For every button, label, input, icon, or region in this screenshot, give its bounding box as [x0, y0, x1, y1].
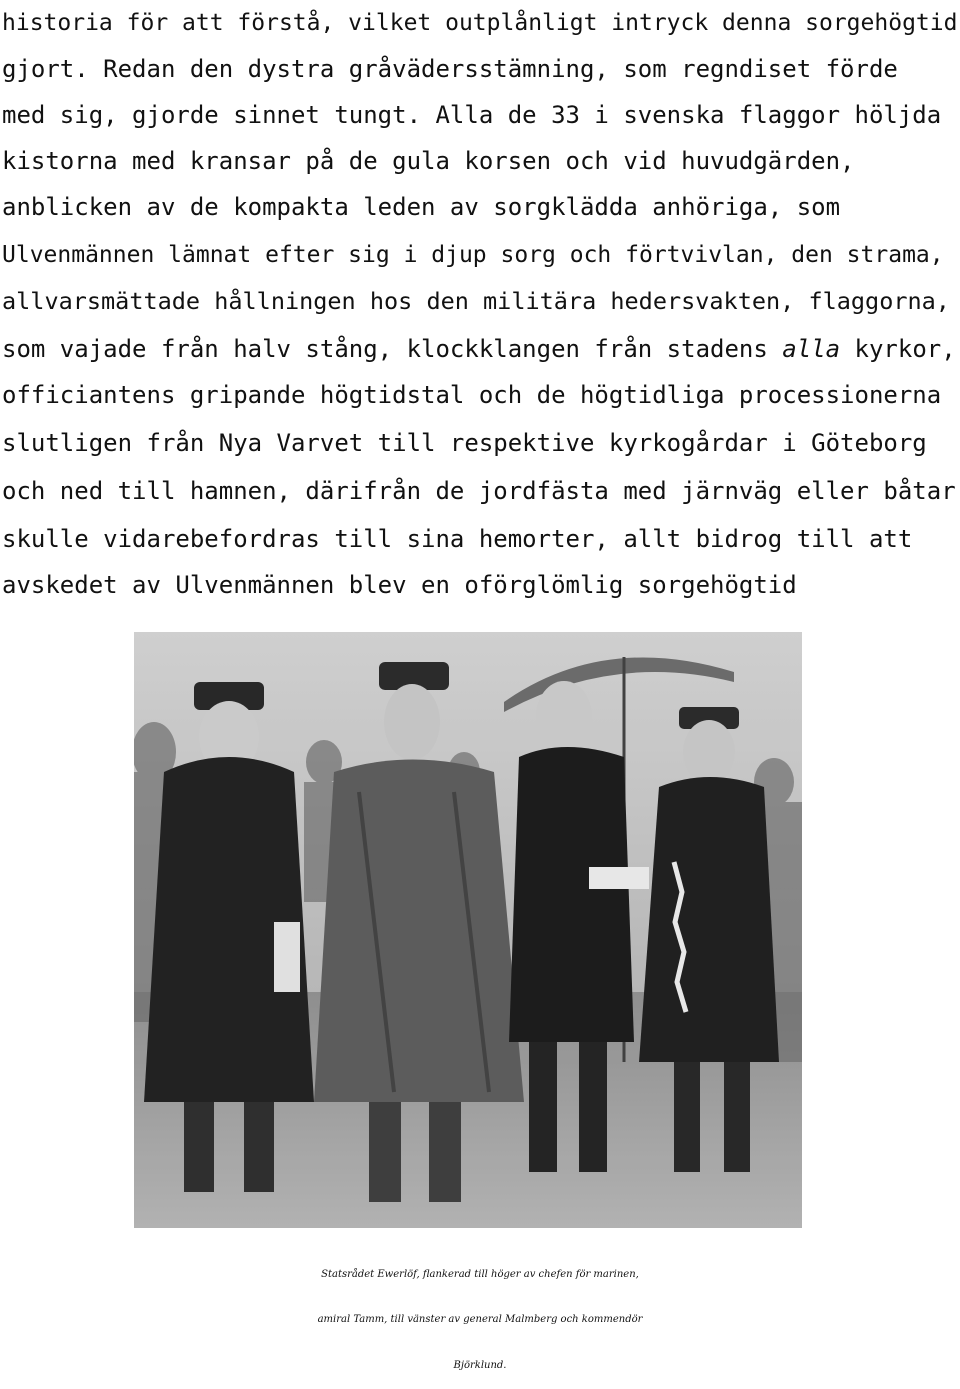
text-line-12: skulle vidarebefordras till sina hemorter, allt bidrog till att — [2, 525, 913, 553]
text-line-9: officiantens gripande högtidstal och de högtidliga processionerna — [2, 381, 942, 409]
italic-word: alla — [782, 335, 841, 363]
caption-line-3: Björklund. — [453, 1360, 507, 1371]
text-line-8-main: som vajade från halv stång, klockklangen från stadens — [2, 335, 768, 363]
text-line-1: historia för att förstå, vilket outplånligt intryck denna sorgehögtid — [2, 10, 958, 36]
text-line-8 — [2, 326, 956, 372]
text-line-6: Ulvenmännen lämnat efter sig i djup sorg och förtvivlan, den strama, — [2, 242, 944, 268]
text-line-10: slutligen från Nya Varvet till respektive kyrkogårdar i Göteborg — [2, 429, 927, 457]
text-line-13: avskedet av Ulvenmännen blev en oförglömlig sorgehögtid — [2, 571, 797, 599]
text-line-8-tail: kyrkor, — [854, 335, 956, 363]
photograph — [134, 632, 802, 1228]
caption-line-2: amiral Tamm, till vänster av general Malmberg och kommendör — [317, 1314, 643, 1325]
caption-line-1: Statsrådet Ewerlöf, flankerad till höger av chefen för marinen, — [321, 1269, 639, 1280]
text-line-7: allvarsmättade hållningen hos den militära hedersvakten, flaggorna, — [2, 287, 950, 315]
text-line-5: anblicken av de kompakta leden av sorgklädda anhöriga, som — [2, 193, 841, 221]
text-line-2: gjort. Redan den dystra gråvädersstämning, som regndiset förde — [2, 55, 898, 83]
photograph-image — [134, 632, 802, 1228]
text-line-4: kistorna med kransar på de gula korsen och vid huvudgärden, — [2, 147, 855, 175]
text-line-11: och ned till hamnen, därifrån de jordfästa med järnväg eller båtar — [2, 477, 956, 505]
text-line-3: med sig, gjorde sinnet tungt. Alla de 33 i svenska flaggor höljda — [2, 101, 942, 129]
